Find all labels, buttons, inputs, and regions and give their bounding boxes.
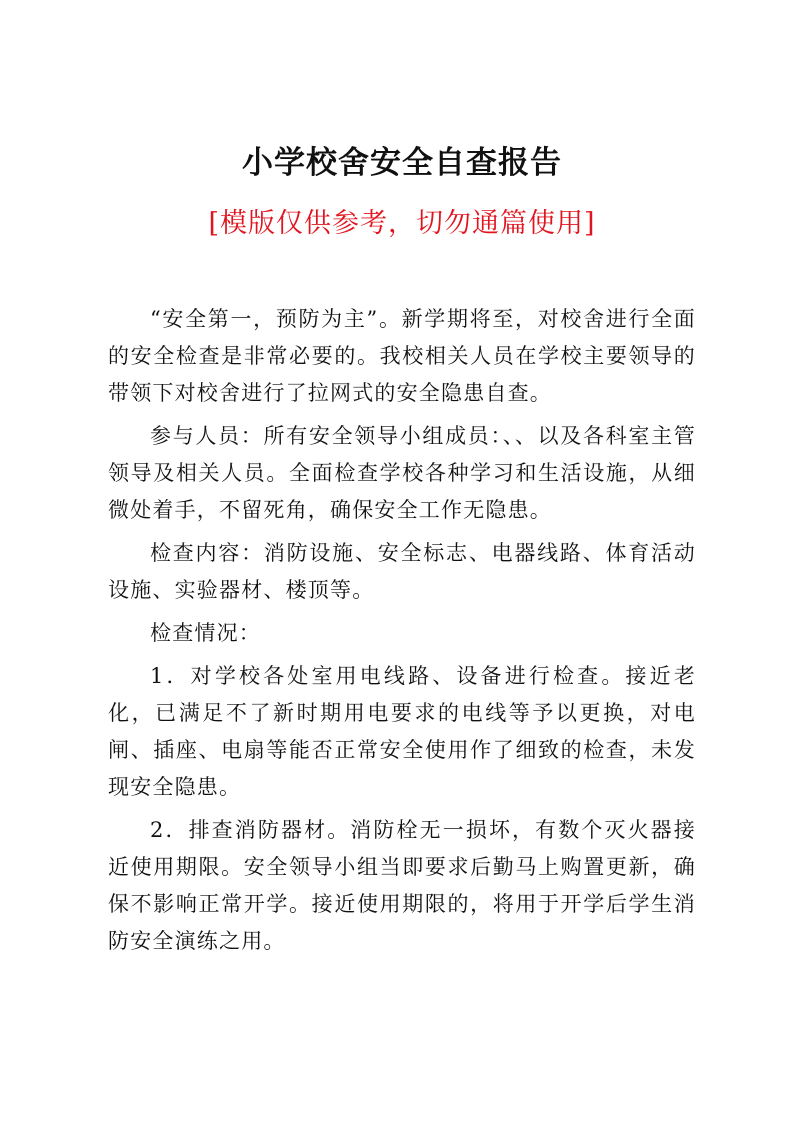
document-title: 小学校舍安全自查报告 [242, 145, 562, 181]
document-body [108, 301, 696, 960]
paragraph-inspection-status-heading: 检查情况： [150, 621, 261, 645]
paragraph-intro: “安全第一，预防为主”。新学期将至，对校舍进行全面的安全检查是非常必要的。我校相关人员在学校主要领导的带领下对校舍进行了拉网式的安全隐患自查。 [108, 307, 696, 405]
template-disclaimer: [模版仅供参考，切勿通篇使用] [208, 208, 596, 239]
paragraph-participants: 参与人员：所有安全领导小组成员：、、以及各科室主管领导及相关人员。全面检查学校各种学习和生活设施，从细微处着手，不留死角，确保安全工作无隐患。 [108, 424, 696, 522]
paragraph-inspection-content: 检查内容：消防设施、安全标志、电器线路、体育活动设施、实验器材、楼顶等。 [108, 541, 696, 602]
paragraph-item-electrical: 1．对学校各处室用电线路、设备进行检查。接近老化，已满足不了新时期用电要求的电线等予以更换，对电闸、插座、电扇等能否正常安全使用作了细致的检查，未发现安全隐患。 [108, 664, 696, 799]
paragraph-item-fire-equipment: 2．排查消防器材。消防栓无一损坏，有数个灭火器接近使用期限。安全领导小组当即要求后勤马上购置更新，确保不影响正常开学。接近使用期限的，将用于开学后学生消防安全演练之用。 [108, 818, 696, 953]
